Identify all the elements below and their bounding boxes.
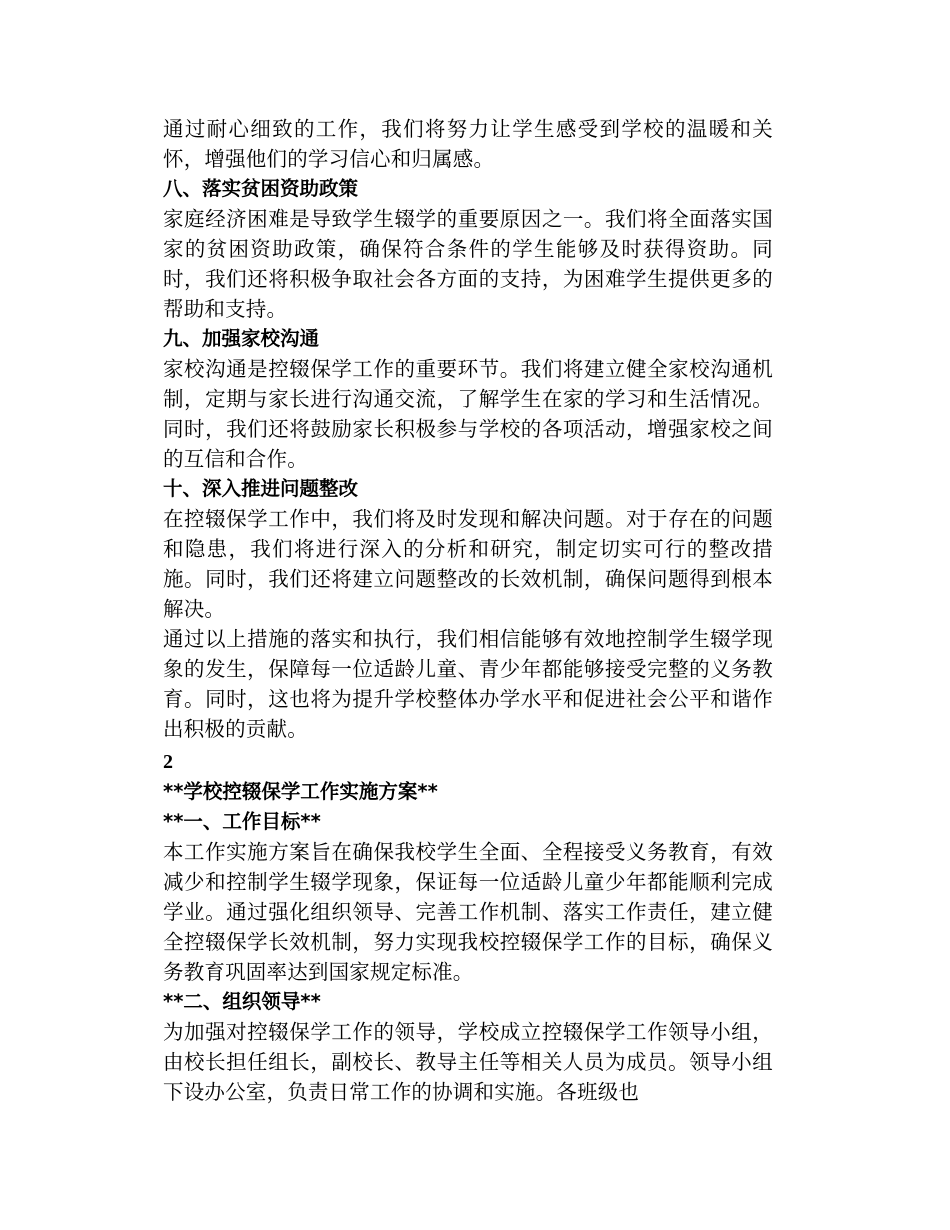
heading-organization: **二、组织领导**	[163, 990, 321, 1013]
paragraph-organization: 为加强对控辍保学工作的领导，学校成立控辍保学工作领导小组，由校长担任组长，副校长、教导主任等相关人员为成员。领导小组下设办公室，负责日常工作的协调和实施。各班级也	[163, 1020, 773, 1104]
heading-rectification: 十、深入推进问题整改	[163, 477, 359, 500]
document-page	[163, 114, 773, 1107]
heading-work-goals: **一、工作目标**	[163, 810, 321, 833]
page-number: 2	[163, 751, 173, 773]
document-title: **学校控辍保学工作实施方案**	[163, 780, 438, 803]
heading-poverty-aid: 八、落实贫困资助政策	[163, 177, 359, 200]
heading-home-school: 九、加强家校沟通	[163, 327, 320, 350]
paragraph-conclusion: 通过以上措施的落实和执行，我们相信能够有效地控制学生辍学现象的发生，保障每一位适龄儿童、青少年都能够接受完整的义务教育。同时，这也将为提升学校整体办学水平和促进社会公平和谐作出积极的贡献。	[163, 627, 773, 741]
paragraph-rectification: 在控辍保学工作中，我们将及时发现和解决问题。对于存在的问题和隐患，我们将进行深入的分析和研究，制定切实可行的整改措施。同时，我们还将建立问题整改的长效机制，确保问题得到根本解决。	[163, 507, 773, 621]
paragraph-poverty-aid: 家庭经济困难是导致学生辍学的重要原因之一。我们将全面落实国家的贫困资助政策，确保符合条件的学生能够及时获得资助。同时，我们还将积极争取社会各方面的支持，为困难学生提供更多的帮助和支持。	[163, 207, 773, 321]
paragraph-work-goals: 本工作实施方案旨在确保我校学生全面、全程接受义务教育，有效减少和控制学生辍学现象，保证每一位适龄儿童少年都能顺利完成学业。通过强化组织领导、完善工作机制、落实工作责任，建立健全控辍保学长效机制，努力实现我校控辍保学工作的目标，确保义务教育巩固率达到国家规定标准。	[163, 840, 773, 984]
paragraph-care: 通过耐心细致的工作，我们将努力让学生感受到学校的温暖和关怀，增强他们的学习信心和归属感。	[163, 117, 773, 171]
paragraph-home-school: 家校沟通是控辍保学工作的重要环节。我们将建立健全家校沟通机制，定期与家长进行沟通交流，了解学生在家的学习和生活情况。同时，我们还将鼓励家长积极参与学校的各项活动，增强家校之间的互信和合作。	[163, 357, 773, 471]
